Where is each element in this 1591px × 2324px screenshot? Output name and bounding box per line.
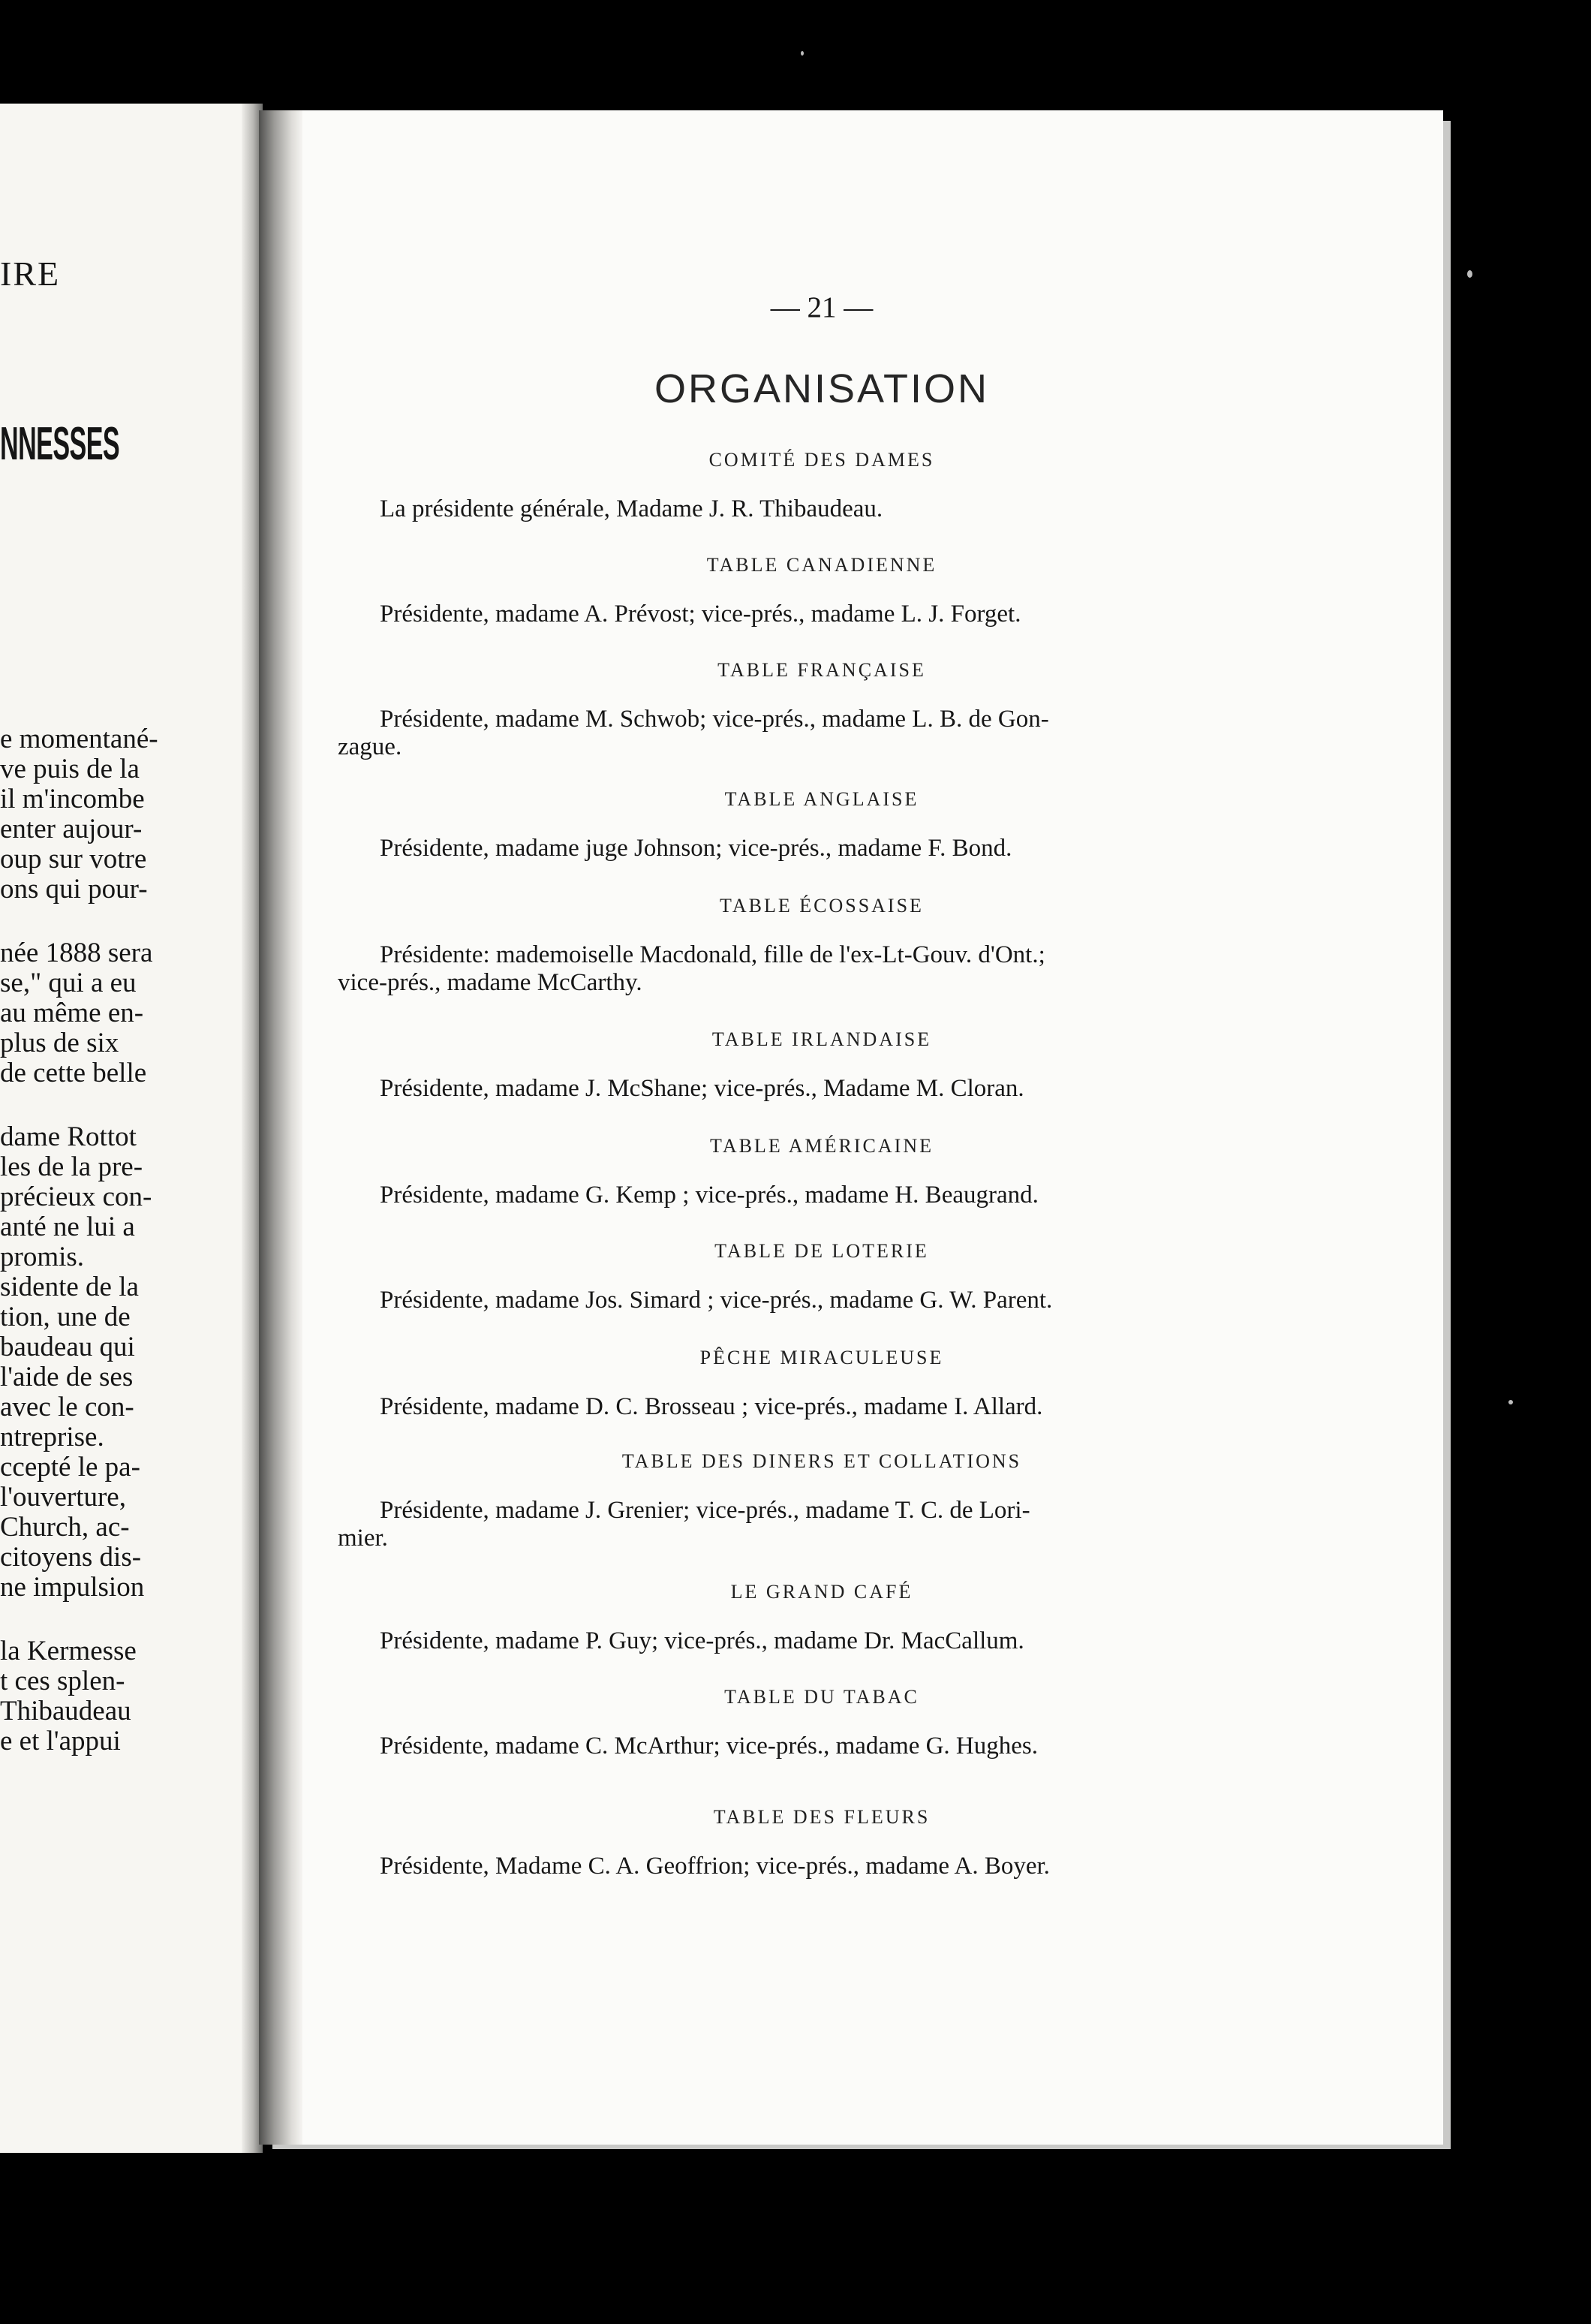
left-page-line: ve puis de la xyxy=(0,754,140,784)
section-line: Présidente, madame J. Grenier; vice-prés., madame T. C. de Lori- xyxy=(380,1497,1030,1524)
section-officers xyxy=(338,1393,1306,1421)
left-page-line: e momentané- xyxy=(0,724,158,754)
section-heading: TABLE FRANÇAISE xyxy=(717,659,926,681)
left-page-line: l'ouverture, xyxy=(0,1482,126,1513)
section-officers xyxy=(338,601,1306,628)
section-line: Présidente, madame A. Prévost; vice-prés., madame L. J. Forget. xyxy=(380,601,1021,628)
left-page-line: il m'incombe xyxy=(0,784,145,814)
left-page-line: tion, une de xyxy=(0,1302,131,1332)
left-page-line: se," qui a eu xyxy=(0,968,137,998)
left-page-line: ne impulsion xyxy=(0,1572,145,1603)
scan-speck xyxy=(1467,270,1472,278)
section-heading: PÊCHE MIRACULEUSE xyxy=(699,1347,944,1368)
section-heading: TABLE ÉCOSSAISE xyxy=(720,895,924,917)
section-heading: LE GRAND CAFÉ xyxy=(730,1581,913,1603)
section-officers xyxy=(338,1497,1306,1552)
section-officers xyxy=(338,495,1306,523)
left-page-line: les de la pre- xyxy=(0,1151,143,1182)
left-page-title: NNESSES xyxy=(0,418,120,470)
left-page-line: citoyens dis- xyxy=(0,1542,142,1573)
section-heading: TABLE AMÉRICAINE xyxy=(710,1135,934,1157)
left-page-line: au même en- xyxy=(0,998,144,1028)
left-page-line: dame Rottot xyxy=(0,1121,137,1152)
left-page-line: Thibaudeau xyxy=(0,1696,131,1726)
section-officers xyxy=(338,1627,1306,1655)
section-line: Présidente, madame Jos. Simard ; vice-prés., madame G. W. Parent. xyxy=(380,1287,1053,1314)
section-heading: TABLE IRLANDAISE xyxy=(711,1028,932,1050)
section-officers xyxy=(338,1853,1306,1880)
section-line: Présidente, madame C. McArthur; vice-prés., madame G. Hughes. xyxy=(380,1732,1038,1760)
section-officers xyxy=(338,1182,1306,1209)
left-page-line: ntreprise. xyxy=(0,1422,104,1452)
section-line-continued: zague. xyxy=(338,733,402,760)
section-officers xyxy=(338,706,1306,761)
left-page-line: t ces splen- xyxy=(0,1666,125,1696)
left-page-line: Church, ac- xyxy=(0,1512,130,1543)
scan-speck xyxy=(801,51,804,56)
section-heading: COMITÉ DES DAMES xyxy=(708,449,935,471)
left-page-line: enter aujour- xyxy=(0,814,143,844)
left-page-line: oup sur votre xyxy=(0,844,147,875)
page-title: ORGANISATION xyxy=(654,366,990,411)
section-officers xyxy=(338,835,1306,862)
left-page-line: précieux con- xyxy=(0,1182,152,1212)
section-officers xyxy=(338,1287,1306,1314)
left-page-line: sidente de la xyxy=(0,1272,139,1302)
page-number: — 21 — xyxy=(770,291,874,324)
section-line: Présidente, madame M. Schwob; vice-prés., madame L. B. de Gon- xyxy=(380,706,1049,733)
page-spine-shadow xyxy=(259,110,302,2145)
section-heading: TABLE CANADIENNE xyxy=(706,554,937,576)
left-page-line: promis. xyxy=(0,1242,85,1272)
section-line-continued: vice-prés., madame McCarthy. xyxy=(338,969,642,996)
section-officers xyxy=(338,941,1306,997)
section-heading: TABLE ANGLAISE xyxy=(724,788,919,810)
left-page-line: née 1888 sera xyxy=(0,938,153,968)
section-line: Présidente, Madame C. A. Geoffrion; vice-prés., madame A. Boyer. xyxy=(380,1853,1050,1880)
section-officers xyxy=(338,1075,1306,1103)
section-line: Présidente, madame G. Kemp ; vice-prés., madame H. Beaugrand. xyxy=(380,1182,1039,1209)
section-heading: TABLE DE LOTERIE xyxy=(714,1240,929,1262)
section-line: Présidente, madame P. Guy; vice-prés., madame Dr. MacCallum. xyxy=(380,1627,1024,1654)
section-line: Présidente, madame juge Johnson; vice-prés., madame F. Bond. xyxy=(380,835,1012,862)
left-page-line: de cette belle xyxy=(0,1058,147,1088)
section-heading: TABLE DES DINERS ET COLLATIONS xyxy=(621,1450,1022,1472)
left-page-fragment xyxy=(0,104,263,2153)
left-page-line: plus de six xyxy=(0,1028,119,1058)
section-officers xyxy=(338,1732,1306,1760)
section-heading: TABLE DES FLEURS xyxy=(713,1806,931,1828)
section-line: La présidente générale, Madame J. R. Thibaudeau. xyxy=(380,495,883,522)
left-page-line: e et l'appui xyxy=(0,1726,121,1757)
left-page-line: anté ne lui a xyxy=(0,1212,135,1242)
left-page-line: ons qui pour- xyxy=(0,874,148,905)
left-page-heading: IRE xyxy=(0,254,61,293)
left-page-line: l'aide de ses xyxy=(0,1362,134,1392)
section-line: Présidente, madame D. C. Brosseau ; vice-prés., madame I. Allard. xyxy=(380,1393,1043,1420)
page xyxy=(259,110,1443,2145)
left-page-line: la Kermesse xyxy=(0,1636,137,1666)
left-page-line: avec le con- xyxy=(0,1392,134,1422)
section-heading: TABLE DU TABAC xyxy=(724,1686,919,1708)
left-page-line: ccepté le pa- xyxy=(0,1452,140,1483)
section-line: Présidente: mademoiselle Macdonald, fille de l'ex-Lt-Gouv. d'Ont.; xyxy=(380,941,1045,968)
scan-speck xyxy=(1508,1400,1513,1404)
section-line-continued: mier. xyxy=(338,1525,388,1552)
section-line: Présidente, madame J. McShane; vice-prés., Madame M. Cloran. xyxy=(380,1075,1024,1102)
left-page-line: baudeau qui xyxy=(0,1332,135,1362)
